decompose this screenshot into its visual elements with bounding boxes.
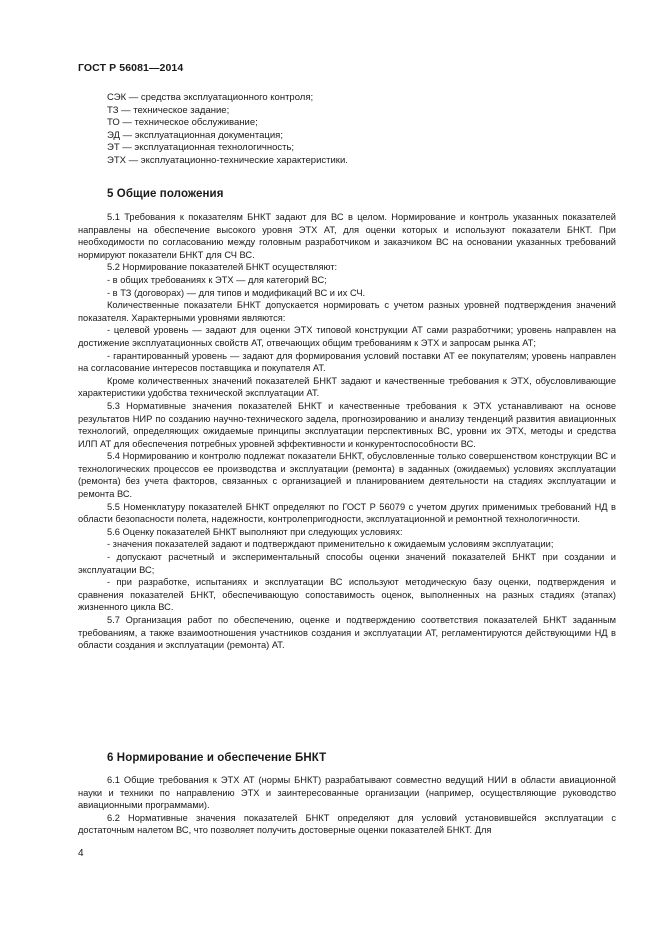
paragraph-5-4: 5.4 Нормированию и контролю подлежат показатели БНКТ, обусловленные только совершенством конструкции ВС и технологических процессов ее производства и эксплуатации (ремонта) в заданных (ожидаемых) условиях эксплуатации (ремонта) без учета факторов, связанных с организацией и планированием деятельности на стадиях эксплуатации и ремонта ВС. xyxy=(78,451,616,500)
list-item: - целевой уровень — задают для оценки ЭТХ типовой конструкции АТ сами разработчики; уровень направлен на достижение эксплуатационных свойств АТ, отвечающих общим требованиям к ЭТХ и запросам рынка АТ; xyxy=(78,325,616,348)
list-item: ТО — техническое обслуживание; xyxy=(107,117,258,129)
paragraph-qualitative: Кроме количественных значений показателей БНКТ задают и качественные требования к ЭТХ, обусловливающие характеристики удобства технической эксплуатации АТ. xyxy=(78,375,616,399)
list-item: ЭД — эксплуатационная документация; xyxy=(107,129,283,141)
list-item: ЭТХ — эксплуатационно-технические характеристики. xyxy=(107,154,348,166)
paragraph-5-5: 5.5 Номенклатуру показателей БНКТ определяют по ГОСТ Р 56079 с учетом других применимых требований НД в области безопасности полета, надежности, контролепригодности, эксплуатационной и ремонтной технологичности. xyxy=(78,501,616,525)
list-item: - гарантированный уровень — задают для формирования условий поставки АТ ее покупателям; уровень направлен на согласование интересов поставщика и покупателя АТ. xyxy=(78,350,616,374)
abbreviation-list xyxy=(107,92,348,168)
paragraph-5-3: 5.3 Нормативные значения показателей БНКТ и качественные требования к ЭТХ устанавливают на основе результатов НИР по созданию научно-технического задела, прогнозированию и анализу тенденций развития авиационных технологий, определяющих ожидаемые принципы эксплуатации перспективных ВС, уровни их ЭТХ, методы и средства ИЛП АТ для обеспечения потребных уровней эффективности и конкурентоспособности ВС. xyxy=(78,400,616,449)
list-item: СЭК — средства эксплуатационного контроля; xyxy=(107,92,314,103)
list-item: - при разработке, испытаниях и эксплуатации ВС используют методическую базу оценки, подтверждения и сравнения показателей БНКТ, обеспечивающую сопоставимость оценок, выполненных на разных стадиях (этапах) жизненного цикла ВС. xyxy=(78,577,616,613)
list-item: ТЗ — техническое задание; xyxy=(107,104,230,116)
page-number: 4 xyxy=(78,848,84,859)
paragraph-levels: Количественные показатели БНКТ допускается нормировать с учетом разных уровней подтверждения значений показателя. Характерными уровнями являются: xyxy=(78,300,616,323)
paragraph-5-6: 5.6 Оценку показателей БНКТ выполняют при следующих условиях: xyxy=(107,526,403,537)
section-6-body xyxy=(78,774,616,837)
section-6-title: 6 Нормирование и обеспечение БНКТ xyxy=(107,752,327,764)
list-item: - допускают расчетный и экспериментальный способы оценки значений показателей БНКТ при создании и эксплуатации ВС; xyxy=(78,552,616,575)
list-item: ЭТ — эксплуатационная технологичность; xyxy=(107,142,295,154)
paragraph-5-7: 5.7 Организация работ по обеспечению, оценке и подтверждению соответствия показателей БНКТ заданным требованиям, а также взаимоотношения участников создания и эксплуатации АТ, регламентируются действующими НД в области создания и эксплуатации (ремонта) АТ. xyxy=(78,615,616,651)
list-item: - значения показателей задают и подтверждают применительно к ожидаемым условиям эксплуатации; xyxy=(107,539,554,550)
paragraph-5-1: 5.1 Требования к показателям БНКТ задают для ВС в целом. Нормирование и контроль указанных показателей направлены на обеспечение высокого уровня ЭТХ АТ, для оценки которых и используют показатели БНКТ. При необходимости по согласованию между головным разработчиком и заказчиком ВС на основании указанных требований нормируют показатели БНКТ для СЧ ВС. xyxy=(78,212,616,260)
document-header: ГОСТ Р 56081—2014 xyxy=(78,62,184,74)
list-item: - в общих требованиях к ЭТХ — для категорий ВС; xyxy=(107,274,327,285)
section-5-title: 5 Общие положения xyxy=(107,188,224,200)
section-5-body xyxy=(78,211,616,652)
paragraph-5-2: 5.2 Нормирование показателей БНКТ осуществляют: xyxy=(107,262,338,273)
paragraph-6-1: 6.1 Общие требования к ЭТХ АТ (нормы БНКТ) разрабатывают совместно ведущий НИИ в области авиационной науки и техники по направлению ЭТХ и заинтересованные организации (например, осуществляющие руководство авиационными программами). xyxy=(78,775,616,811)
paragraph-6-2: 6.2 Нормативные значения показателей БНКТ определяют для условий установившейся эксплуатации с достаточным налетом ВС, что позволяет получить достоверные оценки показателей БНКТ. Для xyxy=(78,812,616,836)
list-item: - в ТЗ (договорах) — для типов и модификаций ВС и их СЧ. xyxy=(107,287,366,298)
